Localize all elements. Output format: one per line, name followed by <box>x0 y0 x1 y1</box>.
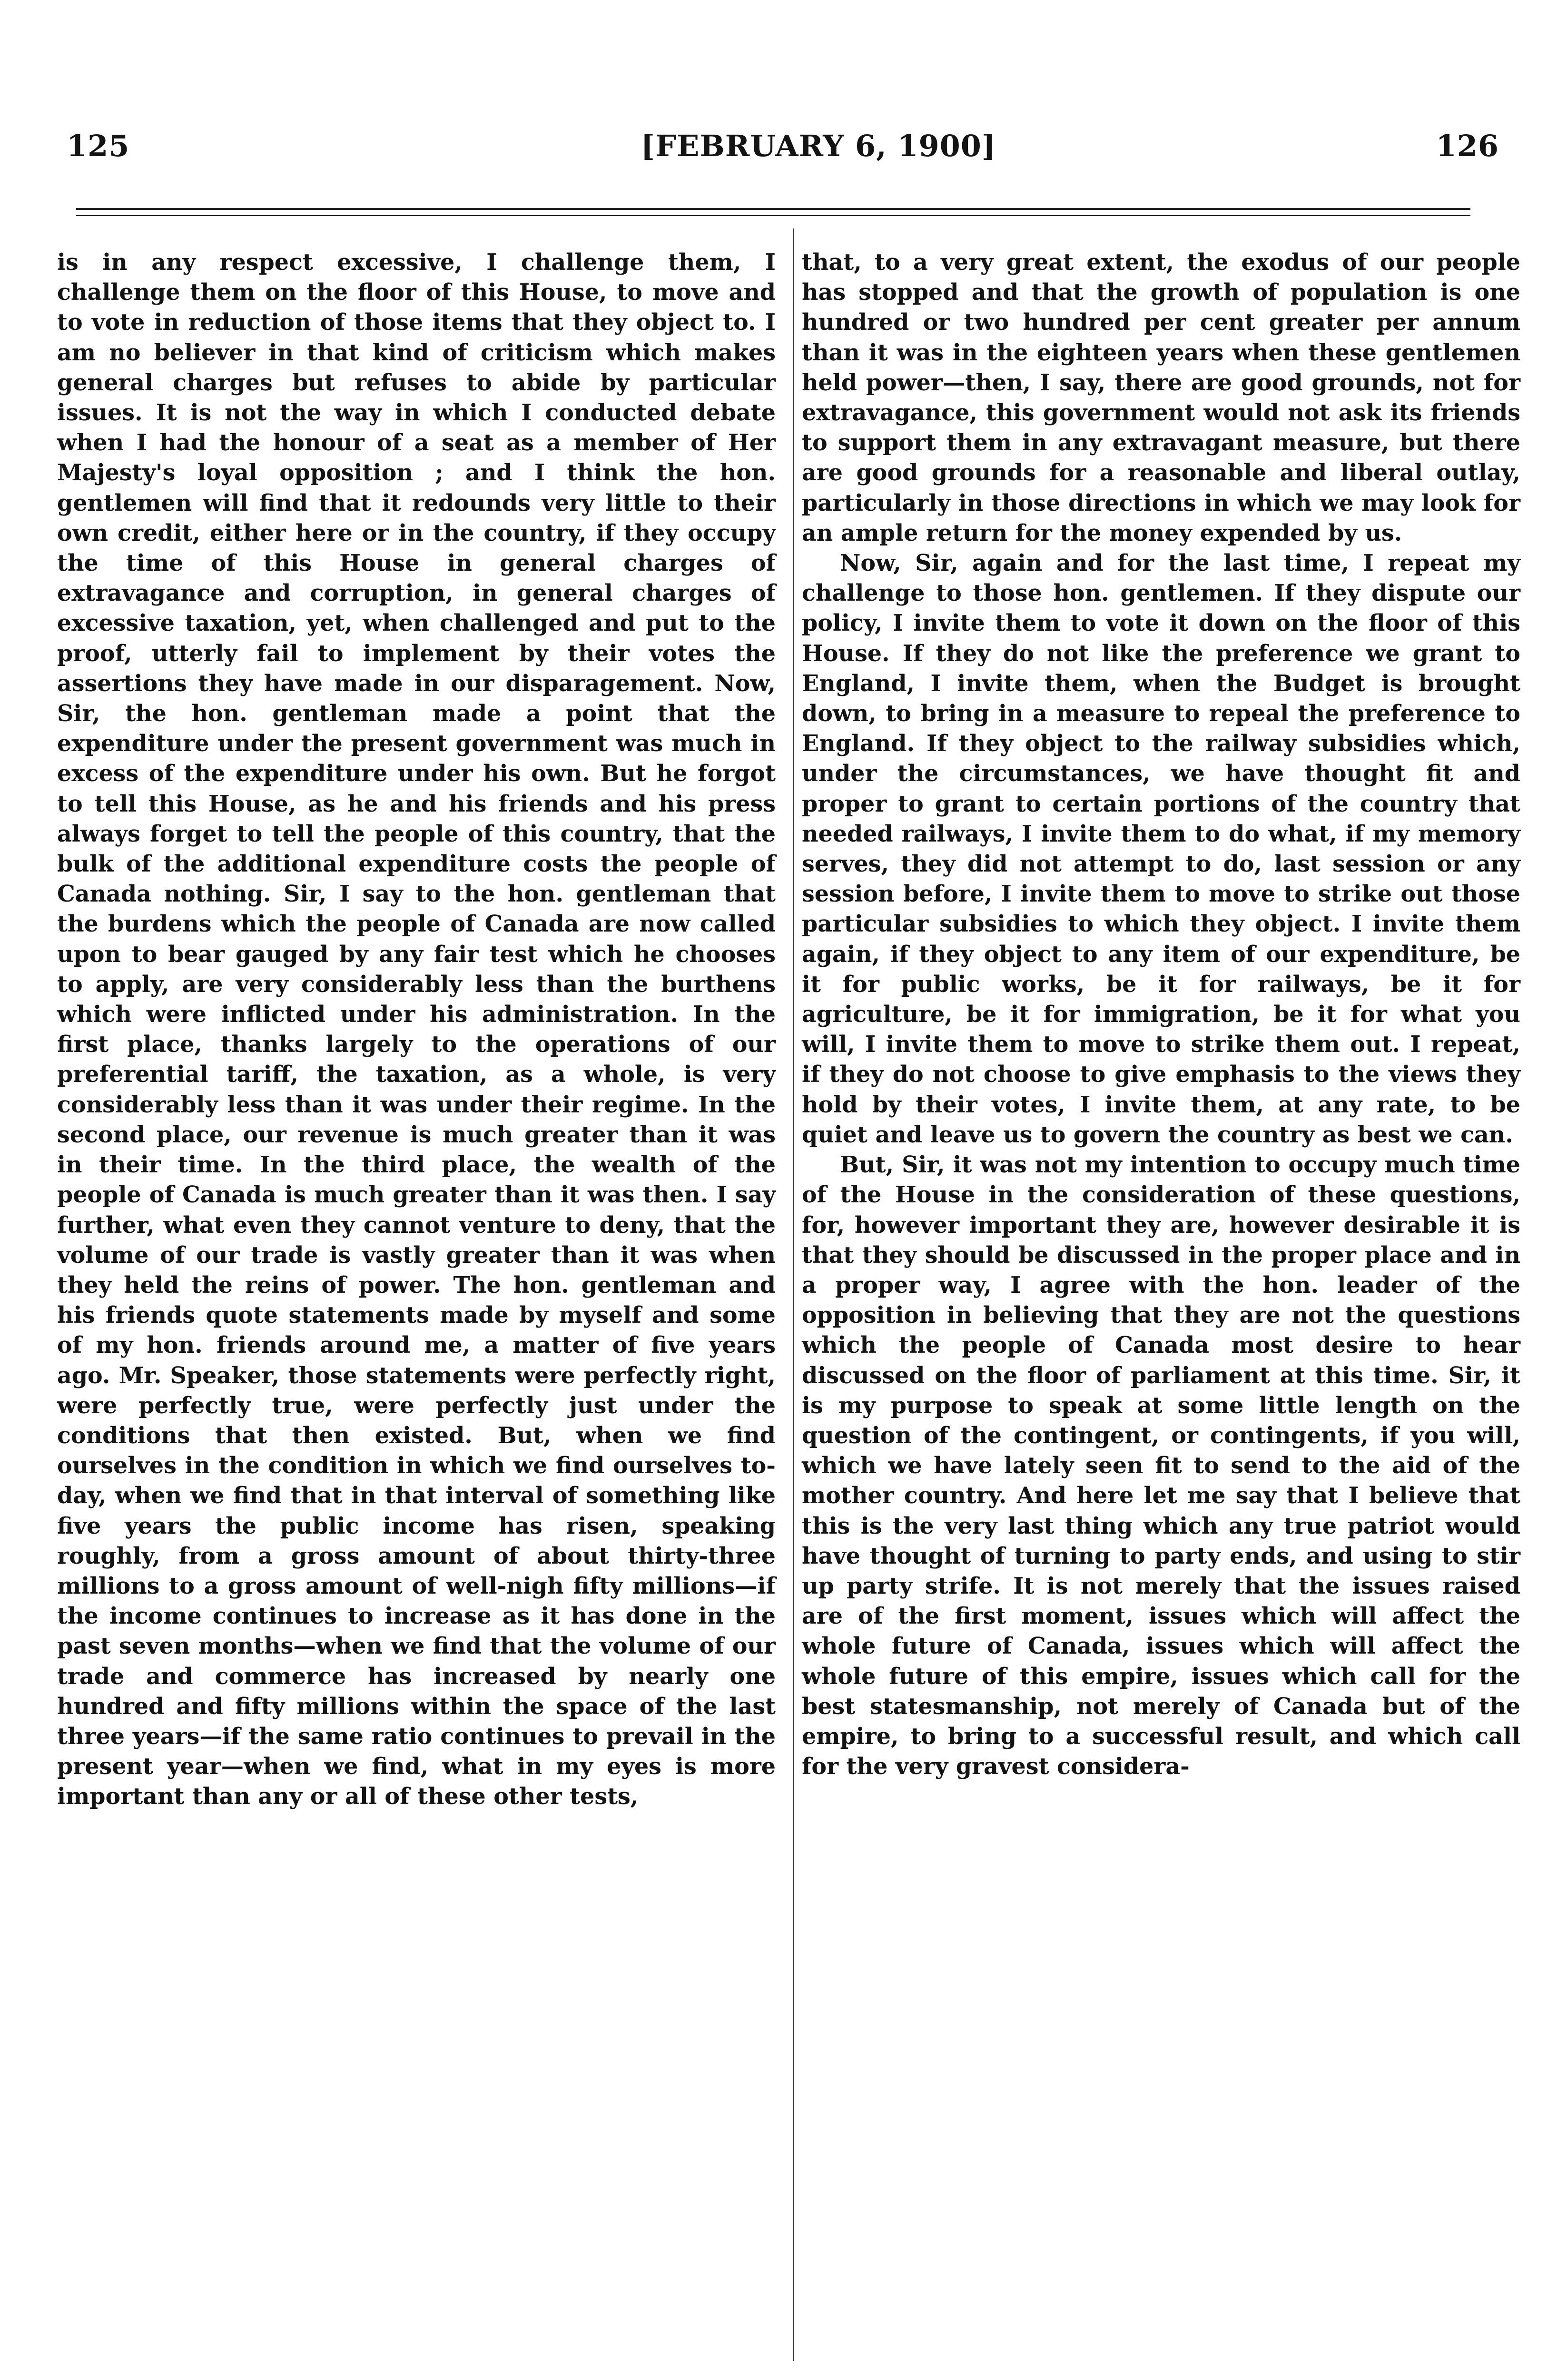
left-paragraph-1: is in any respect excessive, I challenge them, I challenge them on the floor of this House, to move and to vote in reduction of those items that they object to. I am no believer in that kind of criticism which makes general charges but refuses to abide by particular issues. It is not the way in which I conducted debate when I had the honour of a seat as a member of Her Majesty's loyal opposition ; and I think the hon. gentlemen will find that it redounds very little to their own credit, either here or in the country, if they occupy the time of this House in general charges of extravagance and corruption, in general charges of excessive taxation, yet, when challenged and put to the proof, utterly fail to implement by their votes the assertions they have made in our disparagement. Now, Sir, the hon. gentleman made a point that the expenditure under the present government was much in excess of the expenditure under his own. But he forgot to tell this House, as he and his friends and his press always forget to tell the people of this country, that the bulk of the additional expenditure costs the people of Canada nothing. Sir, I say to the hon. gentleman that the burdens which the people of Canada are now called upon to bear gauged by any fair test which he chooses to apply, are very considerably less than the burthens which were inflicted under his administration. In the first place, thanks largely to the operations of our preferential tariff, the taxation, as a whole, is very considerably less than it was under their regime. In the second place, our revenue is much greater than it was in their time. In the third place, the wealth of the people of Canada is much greater than it was then. I say further, what even they cannot venture to deny, that the volume of our trade is vastly greater than it was when they held the reins of power. The hon. gentleman and his friends quote statements made by myself and some of my hon. friends around me, a matter of five years ago. Mr. Speaker, those statements were perfectly right, were perfectly true, were perfectly just under the conditions that then existed. But, when we find ourselves in the condition in which we find ourselves to-day, when we find that in that interval of something like five years the public income has risen, speaking roughly, from a gross amount of about thirty-three millions to a gross amount of well-nigh fifty millions—if the income continues to increase as it has done in the past seven months—when we find that the volume of our trade and commerce has increased by nearly one hundred and fifty millions within the space of the last three years—if the same ratio continues to prevail in the present year—when we find, what in my eyes is more important than any or all of these other tests, <box>57 249 776 1810</box>
header-rule-thick <box>76 208 1470 210</box>
page-header <box>48 129 1499 186</box>
right-paragraph-2: Now, Sir, again and for the last time, I repeat my challenge to those hon. gentlemen. If they dispute our policy, I invite them to vote it down on the floor of this House. If they do not like the preference we grant to England, I invite them, when the Budget is brought down, to bring in a measure to repeal the preference to England. If they object to the railway subsidies which, under the circumstances, we have thought fit and proper to grant to certain portions of the country that needed railways, I invite them to do what, if my memory serves, they did not attempt to do, last session or any session before, I invite them to move to strike out those particular subsidies to which they object. I invite them again, if they object to any item of our expenditure, be it for public works, be it for railways, be it for agriculture, be it for immigration, be it for what you will, I invite them to move to strike them out. I repeat, if they do not choose to give emphasis to the views they hold by their votes, I invite them, at any rate, to be quiet and leave us to govern the country as best we can. <box>802 550 1520 1148</box>
left-page-number: 125 <box>67 129 130 163</box>
right-paragraph-3: But, Sir, it was not my intention to occupy much time of the House in the consideration of these questions, for, however important they are, however desirable it is that they should be discussed in the proper place and in a proper way, I agree with the hon. leader of the opposition in believing that they are not the questions which the people of Canada most desire to hear discussed on the floor of parliament at this time. Sir, it is my purpose to speak at some little length on the question of the contingent, or contingents, if you will, which we have lately seen fit to send to the aid of the mother country. And here let me say that I believe that this is the very last thing which any true patriot would have thought of turning to party ends, and using to stir up party strife. It is not merely that the issues raised are of the first moment, issues which will affect the whole future of Canada, issues which will affect the whole future of this empire, issues which call for the best statesmanship, not merely of Canada but of the empire, to bring to a successful result, and which call for the very gravest considera- <box>802 1151 1520 1780</box>
header-rule-thin <box>76 215 1470 216</box>
right-paragraph-1: that, to a very great extent, the exodus of our people has stopped and that the growth of population is one hundred or two hundred per cent greater per annum than it was in the eighteen years when these gentlemen held power—then, I say, there are good grounds, not for extravagance, this government would not ask its friends to support them in any extravagant measure, but there are good grounds for a reasonable and liberal outlay, particularly in those directions in which we may look for an ample return for the money expended by us. <box>802 249 1520 546</box>
left-column <box>57 248 776 1812</box>
column-divider <box>793 228 794 2361</box>
page-date-title: [FEBRUARY 6, 1900] <box>641 129 996 163</box>
right-page-number: 126 <box>1436 129 1499 163</box>
right-column <box>802 248 1520 1782</box>
